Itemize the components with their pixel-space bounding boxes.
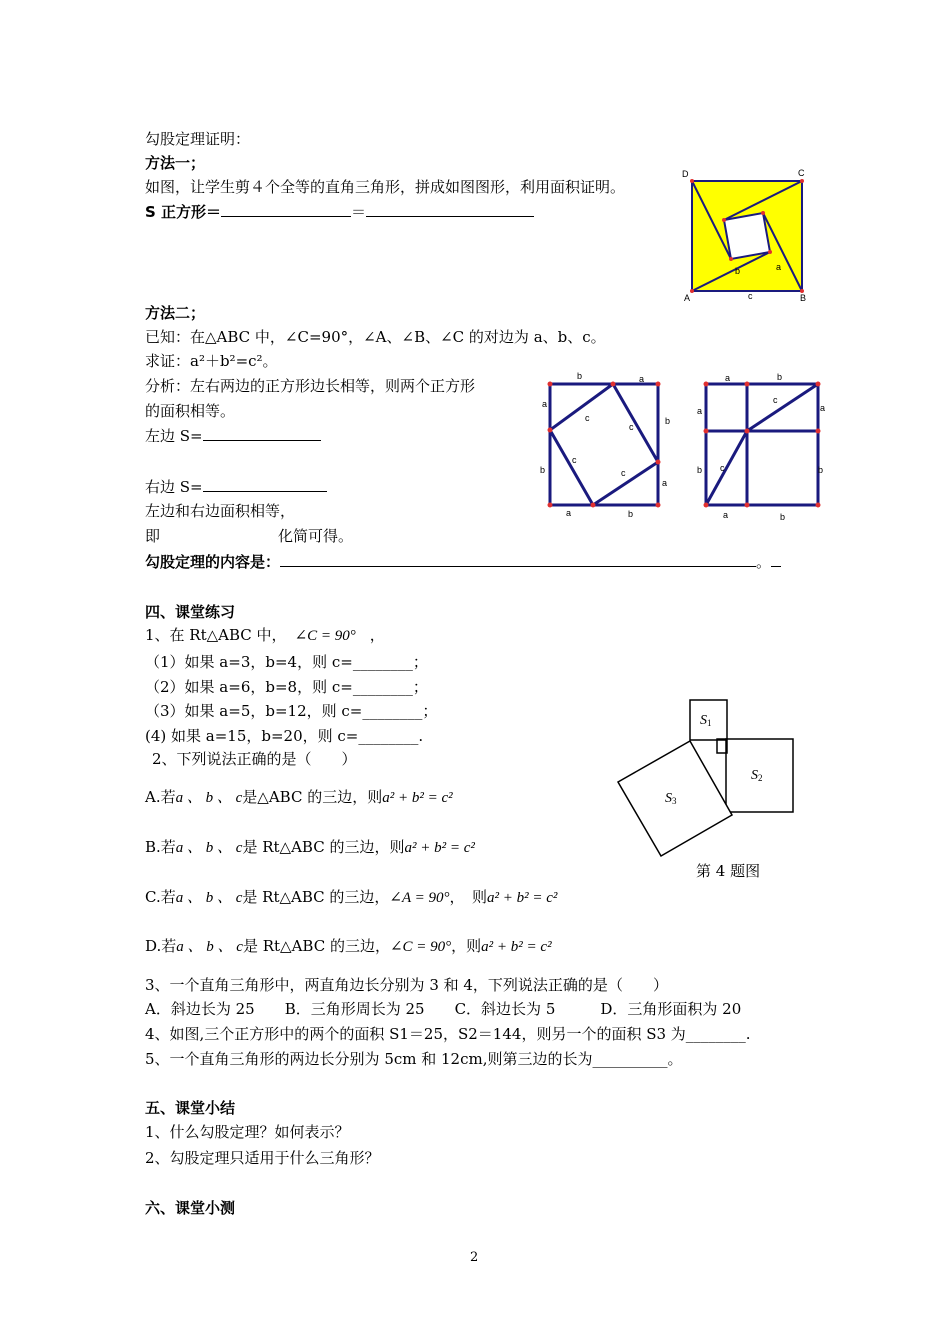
opt-formula: a² + b² = c² [404,840,475,856]
lbl: c [773,395,778,405]
q1-part3: （3）如果 a=5，b=12，则 c=________； [145,702,438,720]
lbl: c [720,463,725,473]
label-b-side: b [735,266,741,276]
label-s2: S2 [751,768,763,783]
ji-text: 即 [145,527,161,545]
lbl: b [577,371,583,381]
q2-stem: 2、下列说法正确的是（ ） [152,750,357,768]
method2-title: 方法二； [145,304,206,322]
simplify-text: 化简可得。 [278,527,354,545]
q3-stem: 3、一个直角三角形中，两直角边长分别为 3 和 4，下列说法正确的是（ ） [145,976,668,994]
opt-mid: 是 Rt△ABC 的三边， [242,937,390,955]
opt-pre: A.若 [145,788,176,806]
opt-abc: a 、 b 、 c [176,939,243,955]
left-square [550,384,658,505]
lbl: a [662,478,668,488]
q1-comma: ， [369,626,385,644]
opt-then: ， 则 [449,888,488,906]
content-end: 。 [756,553,772,571]
opt-then: ，则 [451,937,482,955]
label-d: D [682,169,689,179]
equal-area-text: 左边和右边面积相等， [145,502,296,520]
content-label: 勾股定理的内容是： [145,553,281,571]
opt-abc: a 、 b 、 c [175,890,243,906]
eq-sign: ＝ [351,203,367,221]
q1-angle: ∠C = 90° [294,628,356,644]
right-square [706,384,818,505]
right-s-line [145,476,327,498]
lbl: b [818,465,824,475]
opt-mid: 是△ABC 的三边，则 [242,788,383,806]
lbl: b [697,465,703,475]
opt-pre: B.若 [145,838,176,856]
q1-part2: （2）如果 a=6，b=8，则 c=________； [145,678,428,696]
blank [280,552,756,567]
q2-option-a [145,786,453,809]
lbl: b [628,509,634,519]
s-square-label: S 正方形＝ [145,203,222,221]
q2-option-d [145,935,552,958]
q1-stem [145,624,385,647]
lbl: a [697,406,703,416]
section5-title: 五、课堂小结 [145,1099,236,1117]
blank [203,426,321,441]
q2-option-b [145,836,475,859]
left-s-line [145,425,321,447]
label-a-side: a [776,262,782,272]
lbl: a [723,510,729,520]
blank [366,202,534,217]
opt-abc: a 、 b 、 c [175,840,243,856]
figure-method2 [535,370,835,525]
left-inner-square [550,384,658,505]
lbl: b [777,372,783,382]
lbl: c [629,422,634,432]
figure-q4-caption: 第 4 题图 [696,862,761,880]
lbl: c [585,413,590,423]
lbl: b [780,512,786,522]
opt-pre: C.若 [145,888,176,906]
s5-q2: 2、勾股定理只适用于什么三角形？ [145,1149,380,1167]
method1-s-line [145,201,534,223]
opt-abc: a 、 b 、 c [175,790,243,806]
method1-desc: 如图，让学生剪４个全等的直角三角形，拼成如图图形，利用面积证明。 [145,178,626,196]
blank [221,202,351,217]
blank [203,477,327,492]
lbl: b [665,416,671,426]
figure-method1 [680,168,810,303]
label-c-side: c [748,291,753,301]
label-a-vertex: A [684,293,691,303]
opt-angle: ∠C = 90° [389,939,452,955]
blank [771,552,781,567]
s5-q1: 1、什么勾股定理？如何表示？ [145,1123,350,1141]
q2-option-c [145,886,557,909]
method2-analysis-1: 分析：左右两边的正方形边长相等，则两个正方形 [145,377,476,395]
opt-formula: a² + b² = c² [382,790,453,806]
opt-formula: a² + b² = c² [481,939,552,955]
opt-pre: D.若 [145,937,177,955]
label-b-vertex: B [800,293,807,303]
section4-title: 四、课堂练习 [145,603,236,621]
section6-title: 六、课堂小测 [145,1199,236,1217]
lbl: a [725,373,731,383]
label-s3: S3 [665,791,677,806]
q4-text: 4、如图,三个正方形中的两个的面积 S1＝25，S2＝144，则另一个的面积 S3 为________. [145,1025,751,1043]
method2-analysis-2: 的面积相等。 [145,402,236,420]
opt-formula: a² + b² = c² [487,890,558,906]
label-c-vertex: C [798,168,805,178]
q5-text: 5、一个直角三角形的两边长分别为 5cm 和 12cm,则第三边的长为__________。 [145,1050,683,1068]
opt-mid: 是 Rt△ABC 的三边， [242,888,390,906]
q1-part4: (4) 如果 a=15，b=20，则 c=________. [145,727,424,745]
lbl: b [540,465,546,475]
right-s-label: 右边 S= [145,478,203,496]
left-s-label: 左边 S= [145,427,203,445]
q3-options: A．斜边长为 25 B．三角形周长为 25 C．斜边长为 5 D．三角形面积为 20 [145,1000,742,1018]
q1-text: 1、在 Rt△ABC 中， [145,626,287,644]
inner-square [724,213,770,259]
method1-title: 方法一； [145,154,206,172]
label-s1: S1 [700,713,712,728]
figure-q4 [610,695,800,860]
lbl: c [572,455,577,465]
opt-angle: ∠A = 90° [389,890,450,906]
lbl: a [639,374,645,384]
method2-prove: 求证：a²＋b²=c²。 [145,352,278,370]
lbl: c [621,468,626,478]
lbl: a [566,508,572,518]
content-line [145,551,781,573]
q1-part1: （1）如果 a=3，b=4，则 c=________； [145,653,428,671]
method2-known: 已知：在△ABC 中，∠C=90°，∠A、∠B、∠C 的对边为 a、b、c。 [145,328,606,346]
lbl: a [542,399,548,409]
opt-mid: 是 Rt△ABC 的三边，则 [242,838,405,856]
proof-heading: 勾股定理证明： [145,130,251,148]
page-number: 2 [470,1250,479,1265]
lbl: a [820,403,826,413]
